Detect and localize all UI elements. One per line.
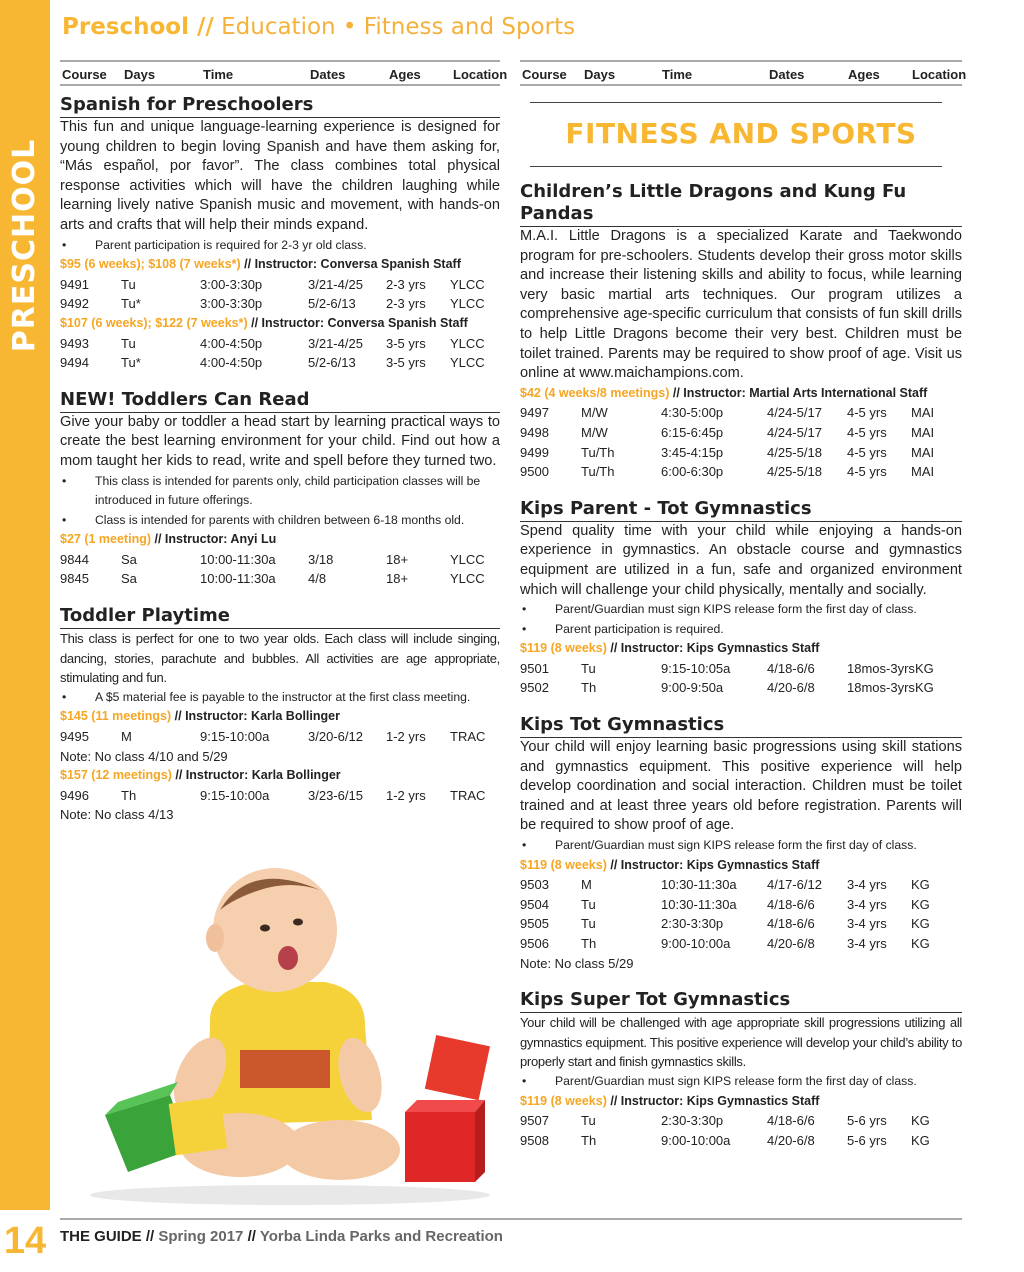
shirt-print	[240, 1050, 330, 1088]
price-line: $107 (6 weeks); $122 (7 weeks*) // Instructor: Conversa Spanish Staff	[60, 315, 468, 330]
course-description: This class is perfect for one to two year olds. Each class will include singing, dancing, stories, parachute and bubbles. All activities are age appropriate, stimulating and fun.	[60, 631, 500, 686]
class-row: 9845 Sa 10:00-11:30a 4/8 18+ YLCC	[60, 571, 485, 587]
sidebar-label-wrap	[4, 140, 46, 350]
course-description: Your child will enjoy learning basic progressions using skill stations and gymnastics equipment. This positive experience will help develop coordination and social interaction. Children must be toilet trained and at least three years old before registration. Parents will be required to show proof of age.	[520, 739, 962, 834]
course-title: NEW! Toddlers Can Read	[60, 389, 500, 413]
class-row: 9496 Th 9:15-10:00a 3/23-6/15 1-2 yrs TRAC	[60, 787, 486, 803]
price-line: $95 (6 weeks); $108 (7 weeks*) // Instructor: Conversa Spanish Staff	[60, 257, 461, 272]
course-bullet: • Parent participation is required for 2-3 yr old class.	[62, 237, 367, 252]
col-time: Time	[662, 67, 693, 82]
header-categories: Education • Fitness and Sports	[221, 14, 576, 40]
course-title: Kips Tot Gymnastics	[520, 714, 962, 738]
header-section: Preschool //	[62, 14, 214, 40]
baby-with-blocks-photo	[60, 850, 500, 1210]
class-note: Note: No class 4/13	[60, 807, 174, 823]
class-row: 9507 Tu 2:30-3:30p 4/18-6/6 5-6 yrs KG	[520, 1113, 930, 1129]
course-description: Spend quality time with your child while enjoying a hands-on experience in gymnastics. An obstacle course and gymnastics equipment are utilized in a fun, safe and organized environment which will challenge your child physically, mentally and socially.	[520, 522, 962, 598]
class-row: 9506 Th 9:00-10:00a 4/20-6/8 3-4 yrs KG	[520, 936, 930, 951]
price-line: $157 (12 meetings) // Instructor: Karla Bollinger	[60, 768, 341, 783]
class-row: 9499 Tu/Th 3:45-4:15p 4/25-5/18 4-5 yrs MAI	[520, 444, 935, 460]
course-bullet: • Parent/Guardian must sign KIPS release form the first day of class.	[522, 838, 917, 853]
col-course: Course	[62, 67, 107, 82]
class-row: 9504 Tu 10:30-11:30a 4/18-6/6 3-4 yrs KG	[520, 896, 930, 912]
course-bullet: • This class is intended for parents only, child participation classes will be introduced in future offerings.	[62, 473, 481, 508]
class-note: Note: No class 4/10 and 5/29	[60, 748, 228, 764]
price-line: $42 (4 weeks/8 meetings) // Instructor: Martial Arts International Staff	[520, 385, 928, 400]
course-toddlers-read	[60, 389, 500, 589]
course-little-dragons	[520, 181, 962, 482]
course-bullet: • Class is intended for parents with children between 6-18 months old.	[62, 512, 465, 527]
footer-guide: THE GUIDE //	[60, 1228, 155, 1245]
footer-org: Yorba Linda Parks and Recreation	[259, 1228, 503, 1245]
col-dates: Dates	[310, 67, 346, 82]
price-line: $145 (11 meetings) // Instructor: Karla Bollinger	[60, 709, 340, 724]
course-toddler-playtime	[60, 605, 500, 825]
section-sidebar	[0, 0, 50, 1210]
right-column	[520, 60, 967, 1150]
column-header-right	[520, 60, 967, 86]
col-location: Location	[912, 67, 967, 82]
price-line: $119 (8 weeks) // Instructor: Kips Gymnastics Staff	[520, 1093, 820, 1108]
course-description: Give your baby or toddler a head start by learning practical ways to create the best learning environment for your child. Find out how a mom taught her kids to read, write and spell before they turned two.	[60, 413, 500, 469]
course-super-tot	[520, 989, 962, 1150]
price-line: $119 (8 weeks) // Instructor: Kips Gymnastics Staff	[520, 857, 820, 872]
col-days: Days	[124, 67, 156, 82]
fitness-title: FITNESS AND SPORTS	[565, 117, 917, 150]
course-tot-gymnastics	[520, 714, 962, 973]
class-row: 9501 Tu 9:15-10:05a 4/18-6/6 18mos-3yrs KG	[520, 660, 934, 676]
fitness-banner	[520, 102, 962, 167]
column-header-left	[60, 60, 508, 86]
col-dates: Dates	[769, 67, 805, 82]
divider	[530, 166, 942, 167]
course-title: Kips Parent - Tot Gymnastics	[520, 498, 962, 522]
col-ages: Ages	[389, 67, 421, 82]
col-days: Days	[584, 67, 616, 82]
red-block-2	[425, 1035, 490, 1100]
course-description: Your child will be challenged with age appropriate skill progressions utilizing all gymnastics equipment. This positive experience will develop your child’s ability to properly start and finish gymnastics skills.	[520, 1015, 962, 1070]
class-row: 9505 Tu 2:30-3:30p 4/18-6/6 3-4 yrs KG	[520, 916, 930, 932]
class-row: 9494 Tu* 4:00-4:50p 5/2-6/13 3-5 yrs YLCC	[60, 355, 485, 371]
class-row: 9503 M 10:30-11:30a 4/17-6/12 3-4 yrs KG	[520, 877, 930, 893]
class-row: 9508 Th 9:00-10:00a 4/20-6/8 5-6 yrs KG	[520, 1132, 930, 1148]
baby-head	[213, 868, 337, 992]
course-title: Kips Super Tot Gymnastics	[520, 989, 962, 1013]
left-column	[60, 60, 508, 825]
yellow-block	[169, 1097, 228, 1156]
col-time: Time	[203, 67, 234, 82]
price-line: $119 (8 weeks) // Instructor: Kips Gymnastics Staff	[520, 641, 820, 656]
page-number: 14	[3, 1219, 47, 1262]
page-header	[62, 14, 575, 40]
course-title: Toddler Playtime	[60, 605, 500, 629]
class-row: 9493 Tu 4:00-4:50p 3/21-4/25 3-5 yrs YLCC	[60, 335, 485, 351]
course-parent-tot	[520, 498, 962, 698]
course-description: This fun and unique language-learning experience is designed for young children to begin loving Spanish and have them asking for, “Más español, por favor”. The class combines total physical response activities which will have the children laughing while learning lively native Spanish music and movement, with hands-on arts and crafts that will help their minds expand.	[60, 119, 500, 233]
class-note: Note: No class 5/29	[520, 955, 634, 971]
course-bullet: • Parent/Guardian must sign KIPS release form the first day of class.	[522, 602, 917, 617]
col-course: Course	[522, 67, 567, 82]
course-description: M.A.I. Little Dragons is a specialized Karate and Taekwondo program for pre-schoolers. Students develop their gross motor skills and increase their listening skills and ability to focus, while learning very basic martial arts techniques. Our program utilizes a comprehensive age-specific curriculum that consists of fun skill drills to help Little Dragons become their very best. Children must be toilet trained. Parents may be required to show proof of age. Visit us online at www.maichampions.com.	[520, 228, 962, 382]
course-bullet: • A $5 material fee is payable to the instructor at the first class meeting.	[62, 689, 471, 704]
class-row: 9844 Sa 10:00-11:30a 3/18 18+ YLCC	[60, 551, 485, 567]
sidebar-label: PRESCHOOL	[7, 138, 43, 352]
col-ages: Ages	[848, 67, 880, 82]
course-bullet: • Parent/Guardian must sign KIPS release form the first day of class.	[522, 1073, 917, 1088]
course-spanish	[60, 94, 500, 373]
class-row: 9491 Tu 3:00-3:30p 3/21-4/25 2-3 yrs YLCC	[60, 276, 485, 292]
course-title: Children’s Little Dragons and Kung Fu Pandas	[520, 181, 962, 227]
footer-season: Spring 2017	[158, 1228, 244, 1245]
col-location: Location	[453, 67, 508, 82]
class-row: 9497 M/W 4:30-5:00p 4/24-5/17 4-5 yrs MAI	[520, 405, 935, 421]
course-bullet: • Parent participation is required.	[522, 621, 724, 636]
class-row: 9492 Tu* 3:00-3:30p 5/2-6/13 2-3 yrs YLCC	[60, 296, 485, 312]
page-footer	[60, 1218, 962, 1245]
class-row: 9502 Th 9:00-9:50a 4/20-6/8 18mos-3yrs KG	[520, 680, 934, 696]
class-row: 9498 M/W 6:15-6:45p 4/24-5/17 4-5 yrs MAI	[520, 424, 935, 440]
price-line: $27 (1 meeting) // Instructor: Anyi Lu	[60, 532, 277, 547]
class-row: 9500 Tu/Th 6:00-6:30p 4/25-5/18 4-5 yrs MAI	[520, 464, 935, 480]
red-block-1	[405, 1100, 485, 1182]
class-row: 9495 M 9:15-10:00a 3/20-6/12 1-2 yrs TRAC	[60, 729, 486, 745]
course-title: Spanish for Preschoolers	[60, 94, 500, 118]
footer-separator: //	[247, 1228, 256, 1245]
